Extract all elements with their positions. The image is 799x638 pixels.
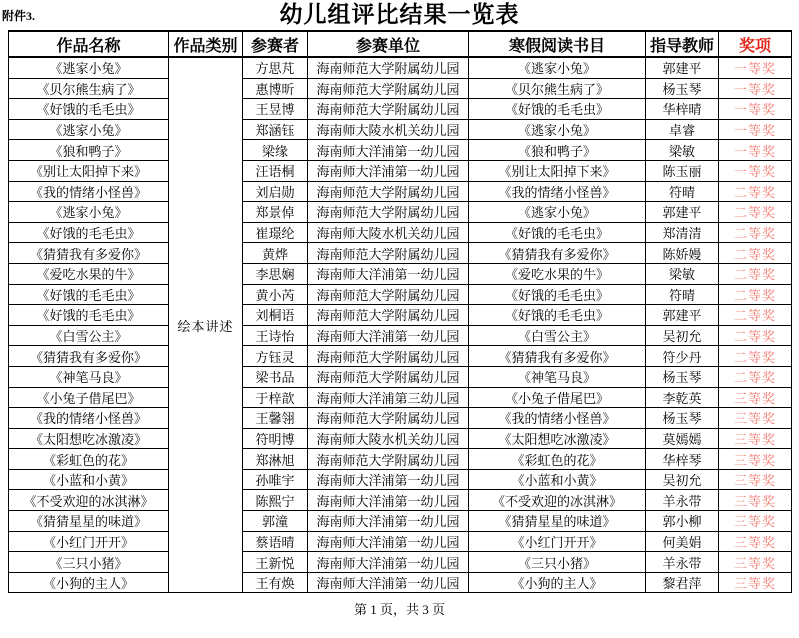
work-name-cell: 《小兔子借尾巴》: [9, 387, 169, 408]
work-name-cell: 《好饿的毛毛虫》: [9, 284, 169, 305]
reading-book-cell: 《爱吃水果的牛》: [469, 263, 646, 284]
contestant-cell: 王昱博: [243, 99, 308, 120]
award-cell: 二等奖: [719, 222, 792, 243]
work-name-cell: 《爱吃水果的牛》: [9, 263, 169, 284]
contestant-cell: 方钰灵: [243, 346, 308, 367]
reading-book-cell: 《白雪公主》: [469, 325, 646, 346]
teacher-cell: 陈玉丽: [646, 160, 719, 181]
award-cell: 二等奖: [719, 346, 792, 367]
work-name-cell: 《太阳想吃冰激凌》: [9, 428, 169, 449]
reading-book-cell: 《猜猜我有多爱你》: [469, 243, 646, 264]
contestant-cell: 郑景倬: [243, 202, 308, 223]
table-row: [9, 408, 792, 429]
teacher-cell: 黎君萍: [646, 572, 719, 593]
award-cell: 二等奖: [719, 202, 792, 223]
work-name-cell: 《逃家小兔》: [9, 202, 169, 223]
table-row: [9, 469, 792, 490]
reading-book-cell: 《别让太阳掉下来》: [469, 160, 646, 181]
page-number: 第 1 页，共 3 页: [353, 602, 445, 618]
work-name-cell: 《狼和鸭子》: [9, 140, 169, 161]
contestant-cell: 王新悦: [243, 552, 308, 573]
unit-cell: 海南师范大学附属幼儿园: [308, 243, 469, 264]
reading-book-cell: 《彩虹色的花》: [469, 449, 646, 470]
work-name-cell: 《猜猜我有多爱你》: [9, 243, 169, 264]
award-cell: 三等奖: [719, 552, 792, 573]
header-work-name: 作品名称: [9, 31, 169, 57]
unit-cell: 海南师大陵水机关幼儿园: [308, 428, 469, 449]
work-name-cell: 《彩虹色的花》: [9, 449, 169, 470]
award-cell: 三等奖: [719, 387, 792, 408]
reading-book-cell: 《我的情绪小怪兽》: [469, 181, 646, 202]
award-cell: 一等奖: [719, 78, 792, 99]
award-cell: 二等奖: [719, 243, 792, 264]
table-row: [9, 346, 792, 367]
award-cell: 二等奖: [719, 305, 792, 326]
table-row: [9, 449, 792, 470]
reading-book-cell: 《猜猜我有多爱你》: [469, 346, 646, 367]
reading-book-cell: 《贝尔熊生病了》: [469, 78, 646, 99]
teacher-cell: 杨玉琴: [646, 78, 719, 99]
reading-book-cell: 《好饿的毛毛虫》: [469, 284, 646, 305]
award-cell: 二等奖: [719, 366, 792, 387]
work-name-cell: 《小红门开开》: [9, 531, 169, 552]
unit-cell: 海南师范大学附属幼儿园: [308, 181, 469, 202]
unit-cell: 海南师大洋浦第一幼儿园: [308, 325, 469, 346]
reading-book-cell: 《狼和鸭子》: [469, 140, 646, 161]
table-row: [9, 366, 792, 387]
unit-cell: 海南师大洋浦第三幼儿园: [308, 387, 469, 408]
table-row: [9, 222, 792, 243]
header-unit: 参赛单位: [308, 31, 469, 57]
unit-cell: 海南师大洋浦第一幼儿园: [308, 140, 469, 161]
table-row: [9, 160, 792, 181]
award-cell: 二等奖: [719, 181, 792, 202]
contestant-cell: 黄烨: [243, 243, 308, 264]
reading-book-cell: 《小蓝和小黄》: [469, 469, 646, 490]
contestant-cell: 梁书品: [243, 366, 308, 387]
contestant-cell: 陈熙宁: [243, 490, 308, 511]
reading-book-cell: 《小狗的主人》: [469, 572, 646, 593]
unit-cell: 海南师大陵水机关幼儿园: [308, 222, 469, 243]
reading-book-cell: 《好饿的毛毛虫》: [469, 99, 646, 120]
contestant-cell: 刘启勋: [243, 181, 308, 202]
table-row: [9, 490, 792, 511]
table-row: [9, 202, 792, 223]
table-row: [9, 57, 792, 78]
table-body: [9, 57, 792, 593]
table-row: [9, 325, 792, 346]
award-cell: 三等奖: [719, 408, 792, 429]
teacher-cell: 卓睿: [646, 119, 719, 140]
award-cell: 二等奖: [719, 284, 792, 305]
award-cell: 三等奖: [719, 469, 792, 490]
award-cell: 一等奖: [719, 57, 792, 78]
work-name-cell: 《小蓝和小黄》: [9, 469, 169, 490]
teacher-cell: 符晴: [646, 181, 719, 202]
work-name-cell: 《小狗的主人》: [9, 572, 169, 593]
work-name-cell: 《好饿的毛毛虫》: [9, 99, 169, 120]
award-cell: 一等奖: [719, 140, 792, 161]
table-row: [9, 243, 792, 264]
teacher-cell: 郭建平: [646, 57, 719, 78]
contestant-cell: 王有焕: [243, 572, 308, 593]
teacher-cell: 华梓晴: [646, 99, 719, 120]
contestant-cell: 惠博昕: [243, 78, 308, 99]
award-cell: 三等奖: [719, 449, 792, 470]
table-row: [9, 428, 792, 449]
award-cell: 三等奖: [719, 531, 792, 552]
table-row: [9, 531, 792, 552]
teacher-cell: 羊永带: [646, 490, 719, 511]
reading-book-cell: 《我的情绪小怪兽》: [469, 408, 646, 429]
contestant-cell: 郑淋旭: [243, 449, 308, 470]
unit-cell: 海南师大洋浦第一幼儿园: [308, 160, 469, 181]
teacher-cell: 吴初允: [646, 325, 719, 346]
reading-book-cell: 《太阳想吃冰激凌》: [469, 428, 646, 449]
header-work-category: 作品类别: [169, 31, 243, 57]
contestant-cell: 孙唯宇: [243, 469, 308, 490]
award-cell: 三等奖: [719, 511, 792, 532]
table-row: [9, 572, 792, 593]
teacher-cell: 符晴: [646, 284, 719, 305]
teacher-cell: 陈娇嫚: [646, 243, 719, 264]
reading-book-cell: 《好饿的毛毛虫》: [469, 305, 646, 326]
work-name-cell: 《不受欢迎的冰淇淋》: [9, 490, 169, 511]
work-name-cell: 《猜猜星星的味道》: [9, 511, 169, 532]
unit-cell: 海南师范大学附属幼儿园: [308, 408, 469, 429]
header-award: 奖项: [719, 31, 792, 57]
teacher-cell: 郭建平: [646, 202, 719, 223]
award-cell: 一等奖: [719, 160, 792, 181]
work-name-cell: 《我的情绪小怪兽》: [9, 181, 169, 202]
unit-cell: 海南师范大学附属幼儿园: [308, 202, 469, 223]
teacher-cell: 莫嫣嫣: [646, 428, 719, 449]
unit-cell: 海南师大洋浦第一幼儿园: [308, 490, 469, 511]
table-row: [9, 284, 792, 305]
category-cell: 绘本讲述: [169, 57, 243, 593]
teacher-cell: 杨玉琴: [646, 366, 719, 387]
work-name-cell: 《神笔马良》: [9, 366, 169, 387]
work-name-cell: 《别让太阳掉下来》: [9, 160, 169, 181]
work-name-cell: 《三只小猪》: [9, 552, 169, 573]
unit-cell: 海南师范大学附属幼儿园: [308, 449, 469, 470]
header-teacher: 指导教师: [646, 31, 719, 57]
header-reading-book: 寒假阅读书目: [469, 31, 646, 57]
contestant-cell: 郑涵钰: [243, 119, 308, 140]
reading-book-cell: 《好饿的毛毛虫》: [469, 222, 646, 243]
teacher-cell: 华梓琴: [646, 449, 719, 470]
contestant-cell: 汪语桐: [243, 160, 308, 181]
award-cell: 二等奖: [719, 263, 792, 284]
teacher-cell: 杨玉琴: [646, 408, 719, 429]
award-cell: 三等奖: [719, 490, 792, 511]
contestant-cell: 于梓歆: [243, 387, 308, 408]
teacher-cell: 何美娟: [646, 531, 719, 552]
award-cell: 三等奖: [719, 428, 792, 449]
table-row: [9, 263, 792, 284]
unit-cell: 海南师大洋浦第一幼儿园: [308, 469, 469, 490]
header-contestant: 参赛者: [243, 31, 308, 57]
table-row: [9, 99, 792, 120]
work-name-cell: 《逃家小兔》: [9, 57, 169, 78]
table-row: [9, 552, 792, 573]
page-title: 幼儿组评比结果一览表: [279, 2, 520, 27]
work-name-cell: 《猜猜我有多爱你》: [9, 346, 169, 367]
contestant-cell: 王诗怡: [243, 325, 308, 346]
reading-book-cell: 《逃家小兔》: [469, 202, 646, 223]
award-cell: 一等奖: [719, 119, 792, 140]
unit-cell: 海南师大洋浦第一幼儿园: [308, 531, 469, 552]
reading-book-cell: 《小兔子借尾巴》: [469, 387, 646, 408]
unit-cell: 海南师范大学附属幼儿园: [308, 99, 469, 120]
contestant-cell: 符明博: [243, 428, 308, 449]
unit-cell: 海南师范大学附属幼儿园: [308, 305, 469, 326]
contestant-cell: 方思芃: [243, 57, 308, 78]
teacher-cell: 羊永带: [646, 552, 719, 573]
work-name-cell: 《逃家小兔》: [9, 119, 169, 140]
teacher-cell: 李乾英: [646, 387, 719, 408]
attachment-label: 附件3.: [2, 9, 36, 23]
work-name-cell: 《贝尔熊生病了》: [9, 78, 169, 99]
table-row: [9, 140, 792, 161]
unit-cell: 海南师大洋浦第一幼儿园: [308, 572, 469, 593]
teacher-cell: 郑清清: [646, 222, 719, 243]
unit-cell: 海南师大洋浦第一幼儿园: [308, 552, 469, 573]
table-row: [9, 511, 792, 532]
award-cell: 一等奖: [719, 99, 792, 120]
table-row: [9, 78, 792, 99]
teacher-cell: 符少丹: [646, 346, 719, 367]
teacher-cell: 梁敏: [646, 263, 719, 284]
unit-cell: 海南师大洋浦第一幼儿园: [308, 263, 469, 284]
teacher-cell: 吴初允: [646, 469, 719, 490]
unit-cell: 海南师范大学附属幼儿园: [308, 78, 469, 99]
unit-cell: 海南师范大学附属幼儿园: [308, 346, 469, 367]
unit-cell: 海南师范大学附属幼儿园: [308, 284, 469, 305]
award-cell: 三等奖: [719, 572, 792, 593]
contestant-cell: 崔璟纶: [243, 222, 308, 243]
teacher-cell: 郭建平: [646, 305, 719, 326]
work-name-cell: 《白雪公主》: [9, 325, 169, 346]
contestant-cell: 黄小芮: [243, 284, 308, 305]
contestant-cell: 蔡语晴: [243, 531, 308, 552]
header-row: [9, 31, 792, 57]
work-name-cell: 《好饿的毛毛虫》: [9, 222, 169, 243]
work-name-cell: 《我的情绪小怪兽》: [9, 408, 169, 429]
table-row: [9, 119, 792, 140]
unit-cell: 海南师范大学附属幼儿园: [308, 366, 469, 387]
teacher-cell: 梁敏: [646, 140, 719, 161]
unit-cell: 海南师大洋浦第一幼儿园: [308, 511, 469, 532]
unit-cell: 海南师大陵水机关幼儿园: [308, 119, 469, 140]
results-table: [8, 30, 792, 593]
contestant-cell: 刘桐语: [243, 305, 308, 326]
teacher-cell: 郭小柳: [646, 511, 719, 532]
table-row: [9, 181, 792, 202]
reading-book-cell: 《三只小猪》: [469, 552, 646, 573]
contestant-cell: 郭潼: [243, 511, 308, 532]
unit-cell: 海南师范大学附属幼儿园: [308, 57, 469, 78]
contestant-cell: 梁缘: [243, 140, 308, 161]
reading-book-cell: 《神笔马良》: [469, 366, 646, 387]
award-cell: 二等奖: [719, 325, 792, 346]
table-row: [9, 387, 792, 408]
work-name-cell: 《好饿的毛毛虫》: [9, 305, 169, 326]
reading-book-cell: 《猜猜星星的味道》: [469, 511, 646, 532]
contestant-cell: 王馨翎: [243, 408, 308, 429]
reading-book-cell: 《逃家小兔》: [469, 57, 646, 78]
reading-book-cell: 《逃家小兔》: [469, 119, 646, 140]
table-row: [9, 305, 792, 326]
reading-book-cell: 《小红门开开》: [469, 531, 646, 552]
reading-book-cell: 《不受欢迎的冰淇淋》: [469, 490, 646, 511]
contestant-cell: 李思娴: [243, 263, 308, 284]
